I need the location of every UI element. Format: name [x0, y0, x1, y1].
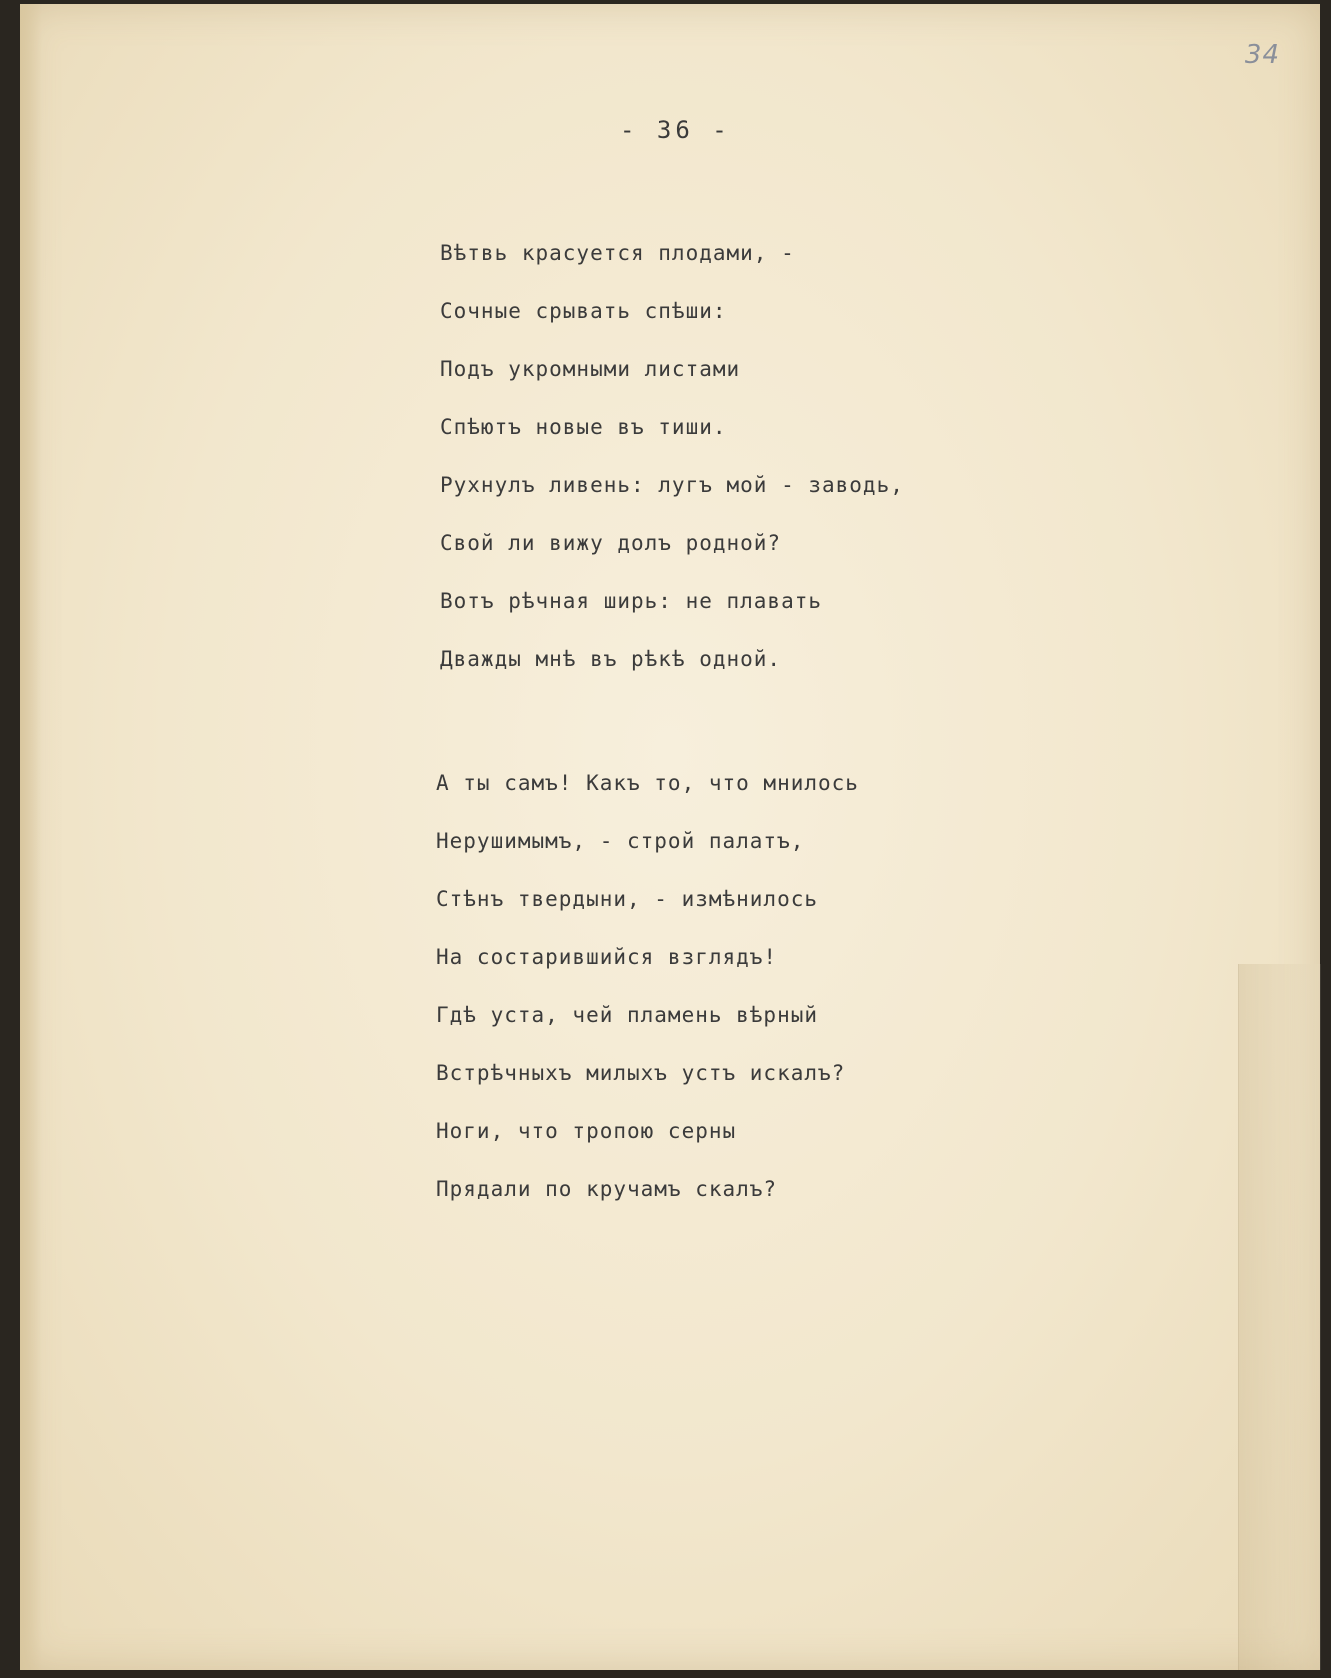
poem-line: Свой ли вижу долъ родной?: [440, 531, 782, 555]
poem-line: А ты самъ! Какъ то, что мнилось: [436, 771, 859, 795]
poem-line: Вотъ рѣчная ширь: не плавать: [440, 589, 823, 613]
stanza-1: [440, 224, 904, 688]
poem-line: Встрѣчныхъ милыхъ устъ искалъ?: [436, 1061, 846, 1085]
poem-line: Рухнулъ ливень: лугъ мой - заводь,: [440, 473, 904, 497]
document-page: [20, 4, 1320, 1670]
paper-edge: [20, 4, 42, 1670]
poem-line: На состарившийся взглядъ!: [436, 945, 778, 969]
page-number: - 36 -: [620, 116, 731, 144]
poem-line: Гдѣ уста, чей пламень вѣрный: [436, 1003, 819, 1027]
poem-line: Спѣютъ новые въ тиши.: [440, 415, 727, 439]
poem-line: Подъ укромными листами: [440, 357, 741, 381]
poem-line: Нерушимымъ, - строй палатъ,: [436, 829, 805, 853]
poem-line: Вѣтвь красуется плодами, -: [440, 241, 795, 265]
paper-fold: [1238, 964, 1321, 1670]
poem-line: Прядали по кручамъ скалъ?: [436, 1177, 778, 1201]
archive-number: 34: [1244, 40, 1280, 70]
stanza-2: [436, 754, 859, 1218]
poem-line: Сочные срывать спѣши:: [440, 299, 727, 323]
poem-line: Стѣнъ твердыни, - измѣнилось: [436, 887, 819, 911]
poem-line: Ноги, что тропою серны: [436, 1119, 737, 1143]
poem-line: Дважды мнѣ въ рѣкѣ одной.: [440, 647, 782, 671]
